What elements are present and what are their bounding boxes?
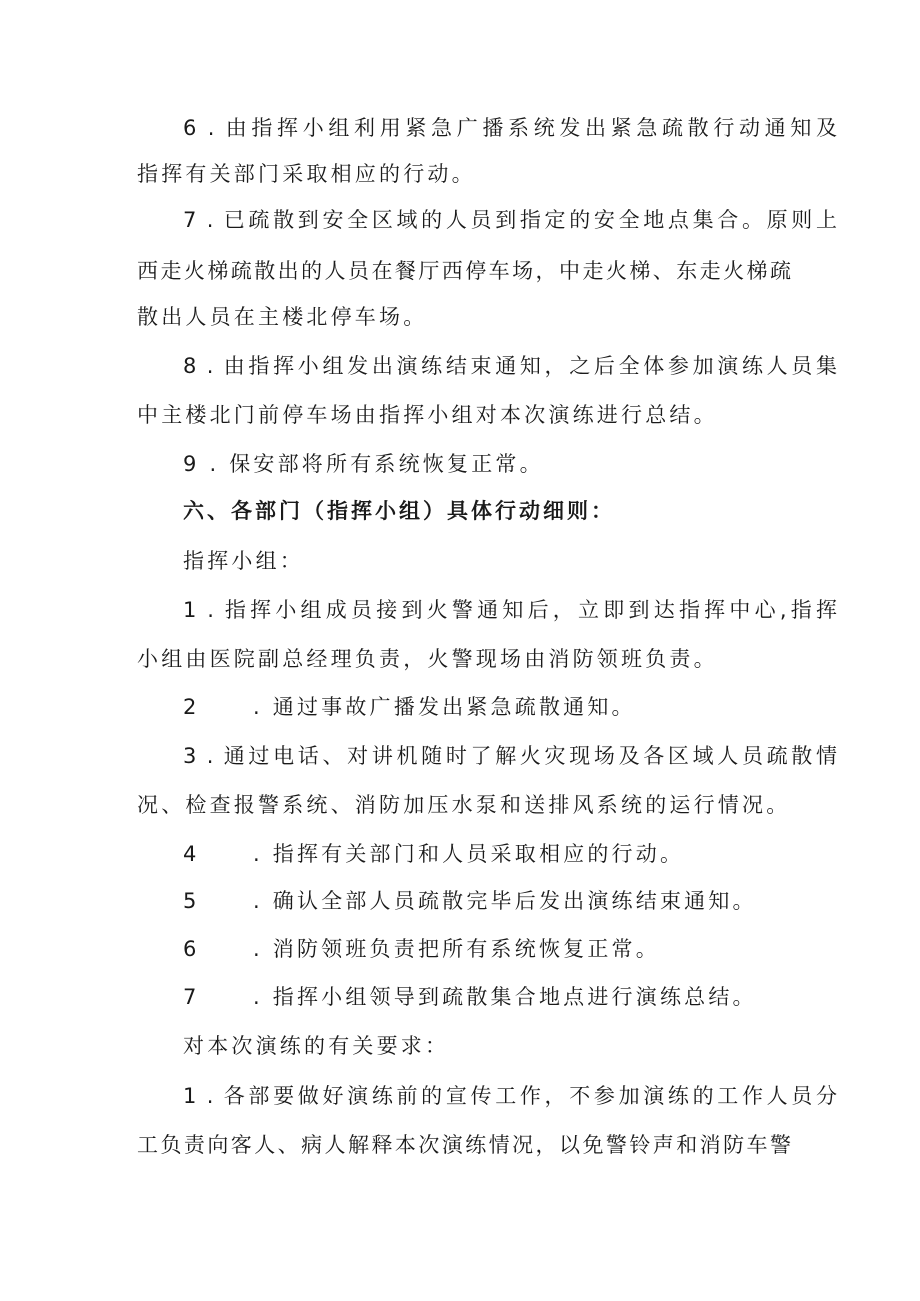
line-text: . 指挥有关部门和人员采取相应的行动。 <box>253 842 685 866</box>
item-number: 5 <box>183 889 200 913</box>
line-text: 况、检查报警系统、消防加压水泵和送排风系统的运行情况。 <box>137 793 791 817</box>
paragraph-line <box>183 741 837 771</box>
paragraph-line <box>137 1130 791 1160</box>
line-text: . 指挥小组成员接到火警通知后，立即到达指挥中心,指挥 <box>207 598 837 622</box>
line-text: . 由指挥小组利用紧急广播系统发出紧急疏散行动通知及 <box>207 116 837 140</box>
line-text: . 通过电话、对讲机随时了解火灾现场及各区域人员疏散情 <box>206 744 837 768</box>
item-number: 6 <box>183 937 200 961</box>
paragraph-line <box>183 351 837 381</box>
line-text: 对本次演练的有关要求： <box>183 1034 450 1058</box>
paragraph-line <box>183 1081 837 1111</box>
paragraph-line <box>183 886 757 916</box>
line-text: 西走火梯疏散出的人员在餐厅西停车场，中走火梯、东走火梯疏 <box>137 259 791 283</box>
paragraph-line <box>183 982 757 1012</box>
line-text: 中主楼北门前停车场由指挥小组对本次演练进行总结。 <box>137 403 718 427</box>
line-text: 指挥有关部门采取相应的行动。 <box>137 162 476 186</box>
line-text: . 指挥小组领导到疏散集合地点进行演练总结。 <box>253 985 757 1009</box>
line-text: . 保安部将所有系统恢复正常。 <box>209 452 544 476</box>
line-text: . 确认全部人员疏散完毕后发出演练结束通知。 <box>253 889 757 913</box>
paragraph-line <box>183 934 660 964</box>
item-number: 2 <box>183 695 200 719</box>
paragraph-line <box>137 302 427 332</box>
item-number: 8 <box>183 354 197 378</box>
paragraph-line <box>137 644 718 674</box>
subsection-label <box>183 546 304 576</box>
paragraph-line <box>183 692 636 722</box>
item-number: 6 <box>183 116 197 140</box>
item-number: 1 <box>183 1084 197 1108</box>
paragraph-line <box>137 159 476 189</box>
line-text: 散出人员在主楼北停车场。 <box>137 305 428 329</box>
line-text: 指挥小组： <box>183 549 304 573</box>
item-number: 9 <box>183 452 200 476</box>
paragraph-line <box>183 449 544 479</box>
paragraph-line <box>183 113 837 143</box>
subsection-label <box>183 1031 449 1061</box>
line-text: . 已疏散到安全区域的人员到指定的安全地点集合。原则上 <box>206 208 837 232</box>
heading-text: 六、各部门（指挥小组）具体行动细则： <box>183 499 615 523</box>
line-text: . 由指挥小组发出演练结束通知，之后全体参加演练人员集 <box>206 354 837 378</box>
line-text: 工负责向客人、病人解释本次演练情况，以免警铃声和消防车警 <box>137 1133 791 1157</box>
item-number: 3 <box>183 744 197 768</box>
paragraph-line <box>183 839 684 869</box>
paragraph-line <box>183 205 837 235</box>
item-number: 4 <box>183 842 200 866</box>
line-text: . 通过事故广播发出紧急疏散通知。 <box>253 695 636 719</box>
line-text: . 消防领班负责把所有系统恢复正常。 <box>253 937 660 961</box>
paragraph-line <box>183 595 837 625</box>
item-number: 7 <box>183 985 200 1009</box>
section-heading <box>183 496 615 526</box>
item-number: 1 <box>183 598 197 622</box>
paragraph-line <box>137 400 718 430</box>
paragraph-line <box>137 256 791 286</box>
item-number: 7 <box>183 208 197 232</box>
line-text: . 各部要做好演练前的宣传工作，不参加演练的工作人员分 <box>206 1084 837 1108</box>
line-text: 小组由医院副总经理负责，火警现场由消防领班负责。 <box>137 647 718 671</box>
paragraph-line <box>137 790 790 820</box>
